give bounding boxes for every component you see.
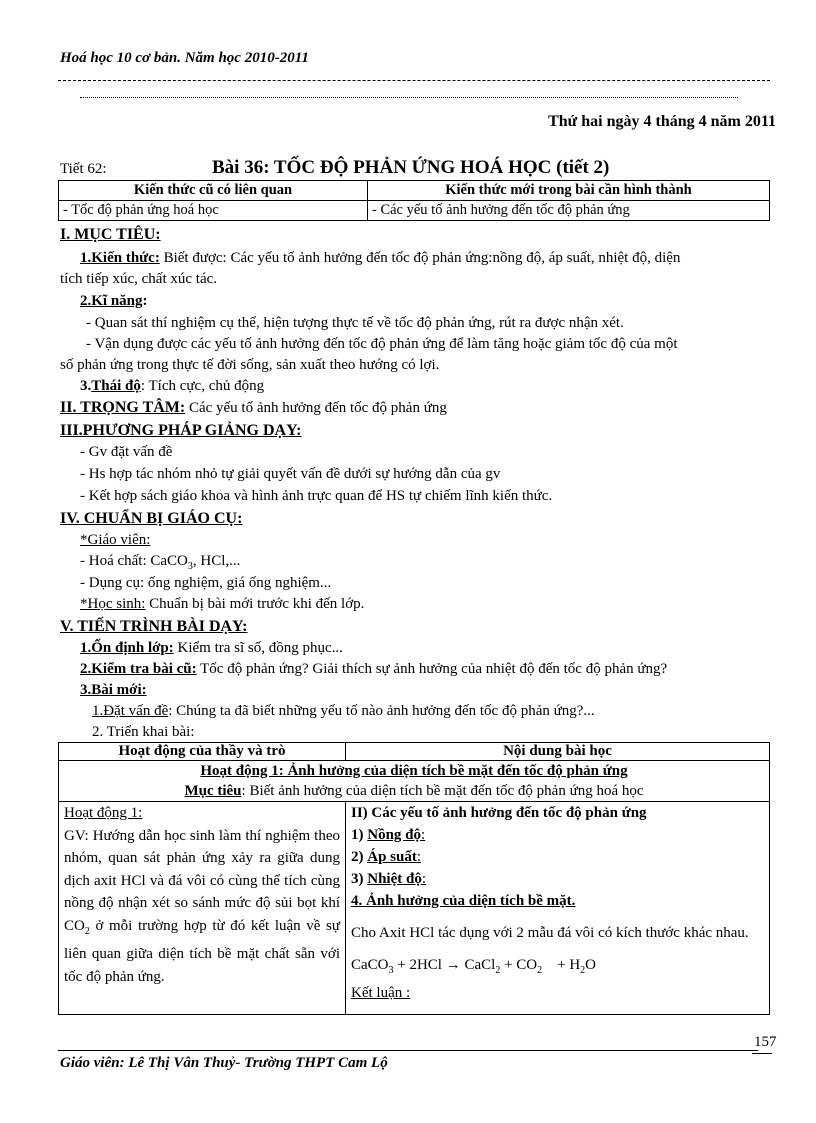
factor-1-label: Nồng độ bbox=[367, 827, 422, 843]
co2-subscript: 2 bbox=[84, 925, 90, 937]
method-item: - Hs hợp tác nhóm nhỏ tự giải quyết vấn đề dưới sự hướng dẫn của gv bbox=[80, 466, 501, 482]
lesson-number: Tiết 62: bbox=[60, 161, 107, 177]
knowledge-label: 1.Kiến thức: bbox=[80, 250, 160, 266]
student-label: *Học sinh: bbox=[80, 596, 146, 612]
skill-item-2a: - Vận dụng được các yếu tố ảnh hưởng đến tốc độ phản ứng để làm tăng hoặc giảm tốc độ của một bbox=[86, 336, 678, 352]
process-step-3-label: 3.Bài mới: bbox=[80, 682, 147, 698]
activity-left-label: Hoạt động 1: bbox=[64, 805, 143, 821]
eq-part-c: + CO bbox=[500, 957, 538, 973]
factors-heading: II) Các yếu tố ảnh hưởng đến tốc độ phản ứng bbox=[351, 805, 647, 821]
skill-objective bbox=[80, 293, 148, 310]
conclusion-label: Kết luận : bbox=[351, 985, 411, 1001]
process-step-2-label: 2.Kiểm tra bài cũ: bbox=[80, 661, 197, 677]
teacher-label: *Giáo viên: bbox=[80, 532, 151, 548]
tools-line: - Dụng cụ: ống nghiệm, giá ống nghiệm... bbox=[80, 575, 332, 591]
activity-left-text-b: ở mỗi trường hợp từ đó kết luận về sự liên quan giữa diện tích bề mặt chất sẵn với tốc độ phản ứng. bbox=[64, 917, 340, 985]
eq-part-b: + 2HCl → CaCl bbox=[393, 957, 496, 973]
knowledge-table bbox=[58, 180, 770, 221]
method-item: - Kết hợp sách giáo khoa và hình ảnh trực quan để HS tự chiếm lĩnh kiến thức. bbox=[80, 488, 553, 504]
skill-label: 2.Kĩ năng bbox=[80, 293, 143, 309]
section-process-heading: V. TIẾN TRÌNH BÀI DẠY: bbox=[60, 618, 248, 635]
goal-text: : Biết ảnh hưởng của diện tích bề mặt đến tốc độ phản ứng hoá học bbox=[241, 783, 644, 799]
focus-text: Các yếu tố ảnh hưởng đến tốc độ phản ứng bbox=[185, 400, 447, 416]
old-knowledge-header: Kiến thức cũ có liên quan bbox=[59, 181, 368, 201]
process-step-2 bbox=[80, 661, 667, 678]
eq-sub-d: 2 bbox=[580, 965, 586, 976]
new-knowledge-value: - Các yếu tố ảnh hưởng đến tốc độ phản ứng bbox=[368, 201, 770, 221]
process-step-1-label: 1.Ổn định lớp: bbox=[80, 640, 174, 656]
activity-left-text-a: GV: Hướng dẫn học sinh làm thí nghiệm theo nhóm, quan sát phản ứng xảy ra giữa dung dịch axit HCl và đá vôi có cùng thể tích cùng nồng độ nhận xét so sánh mức độ sủi bọt khí CO bbox=[64, 827, 340, 934]
student-text: Chuẩn bị bài mới trước khi đến lớp. bbox=[145, 596, 365, 612]
factor-1-number: 1) bbox=[351, 827, 368, 843]
factor-4-heading: 4. Ảnh hưởng của diện tích bề mặt. bbox=[351, 893, 576, 909]
activity-title-cell bbox=[59, 761, 770, 802]
section-methods-heading: III.PHƯƠNG PHÁP GIẢNG DẠY: bbox=[60, 422, 302, 439]
factor-3-number: 3) bbox=[351, 871, 368, 887]
header-divider bbox=[58, 80, 770, 81]
chemicals-line bbox=[80, 553, 240, 572]
reaction-equation bbox=[351, 954, 764, 982]
process-substep-2: 2. Triển khai bài: bbox=[92, 724, 195, 740]
section-preparation-heading: IV. CHUẨN BỊ GIÁO CỤ: bbox=[60, 510, 243, 527]
new-knowledge-header: Kiến thức mới trong bài cần hình thành bbox=[368, 181, 770, 201]
factor-2-label: Áp suất bbox=[367, 849, 417, 865]
eq-part-a: CaCO bbox=[351, 957, 389, 973]
goal-label: Mục tiêu bbox=[184, 783, 242, 799]
activity-table bbox=[58, 742, 770, 1015]
lesson-content-header: Nội dung bài học bbox=[346, 743, 770, 761]
process-substep-1-text: : Chúng ta đã biết những yếu tố nào ảnh hưởng đến tốc độ phản ứng?... bbox=[168, 703, 595, 719]
teacher-student-header: Hoạt động của thầy và trò bbox=[59, 743, 346, 761]
eq-sub-b: 2 bbox=[495, 965, 501, 976]
process-step-3 bbox=[80, 682, 147, 699]
skill-item-1: - Quan sát thí nghiệm cụ thể, hiện tượng thực tế về tốc độ phản ứng, rút ra được nhận xét. bbox=[86, 315, 624, 331]
factor-3-colon: : bbox=[421, 871, 427, 887]
page-footer: Giáo viên: Lê Thị Vân Thuỷ- Trường THPT Cam Lộ bbox=[60, 1055, 388, 1071]
knowledge-text-1: Biết được: Các yếu tố ảnh hưởng đến tốc độ phản ứng:nồng độ, áp suất, nhiệt độ, diện bbox=[159, 250, 681, 266]
process-step-1-text: Kiểm tra sĩ số, đồng phục... bbox=[173, 640, 343, 656]
eq-part-d: + H bbox=[542, 957, 581, 973]
old-knowledge-value: - Tốc độ phản ứng hoá học bbox=[59, 201, 368, 221]
method-item: - Gv đặt vấn đề bbox=[80, 444, 173, 460]
factor-2-number: 2) bbox=[351, 849, 368, 865]
attitude-text: : Tích cực, chủ động bbox=[140, 378, 265, 394]
attitude-prefix: 3. bbox=[80, 378, 92, 394]
page-number-underline bbox=[752, 1053, 772, 1054]
eq-sub-c: 2 bbox=[537, 965, 543, 976]
activity-left-cell bbox=[59, 802, 346, 1015]
knowledge-objective bbox=[80, 250, 680, 267]
activity-right-cell bbox=[346, 802, 770, 1015]
dotted-line bbox=[80, 97, 738, 98]
skill-item-2b: số phản ứng trong thực tế đời sống, sản xuất theo hướng có lợi. bbox=[60, 357, 440, 373]
factor-1-colon: : bbox=[421, 827, 426, 843]
skill-colon: : bbox=[142, 293, 148, 309]
process-step-2-text: Tốc độ phản ứng? Giải thích sự ảnh hưởng của nhiệt độ đến tốc độ phản ứng? bbox=[196, 661, 668, 677]
attitude-label: Thái độ bbox=[91, 378, 141, 394]
page-number: 157 bbox=[754, 1034, 777, 1050]
process-substep-1-label: 1.Đặt vấn đề bbox=[92, 703, 169, 719]
lesson-date: Thứ hai ngày 4 tháng 4 năm 2011 bbox=[548, 113, 776, 130]
section-focus bbox=[60, 399, 447, 417]
student-line bbox=[80, 596, 364, 613]
section-objectives-heading: I. MỤC TIÊU: bbox=[60, 226, 161, 243]
chemicals-suffix: , HCl,... bbox=[192, 553, 241, 569]
section-focus-heading: II. TRỌNG TÂM: bbox=[60, 399, 186, 416]
factor-3-label: Nhiệt độ bbox=[367, 871, 422, 887]
activity-title: Hoạt động 1: Ảnh hưởng của diện tích bề mặt đến tốc độ phản ứng bbox=[200, 763, 628, 779]
page-header: Hoá học 10 cơ bản. Năm học 2010-2011 bbox=[60, 50, 309, 66]
process-step-1 bbox=[80, 640, 343, 657]
attitude-objective bbox=[80, 378, 264, 395]
eq-part-e: O bbox=[585, 957, 596, 973]
eq-sub-a: 3 bbox=[388, 965, 394, 976]
lesson-title: Bài 36: TỐC ĐỘ PHẢN ỨNG HOÁ HỌC (tiết 2) bbox=[212, 157, 610, 178]
knowledge-text-2: tích tiếp xúc, chất xúc tác. bbox=[60, 271, 218, 287]
footer-divider bbox=[58, 1050, 758, 1051]
chemicals-prefix: - Hoá chất: CaCO bbox=[80, 553, 188, 569]
process-substep-1 bbox=[92, 703, 595, 720]
factor-2-colon: : bbox=[416, 849, 422, 865]
experiment-description: Cho Axit HCl tác dụng với 2 mẫu đá vôi có kích thước khác nhau. bbox=[351, 925, 749, 941]
chemicals-subscript: 3 bbox=[187, 561, 193, 572]
